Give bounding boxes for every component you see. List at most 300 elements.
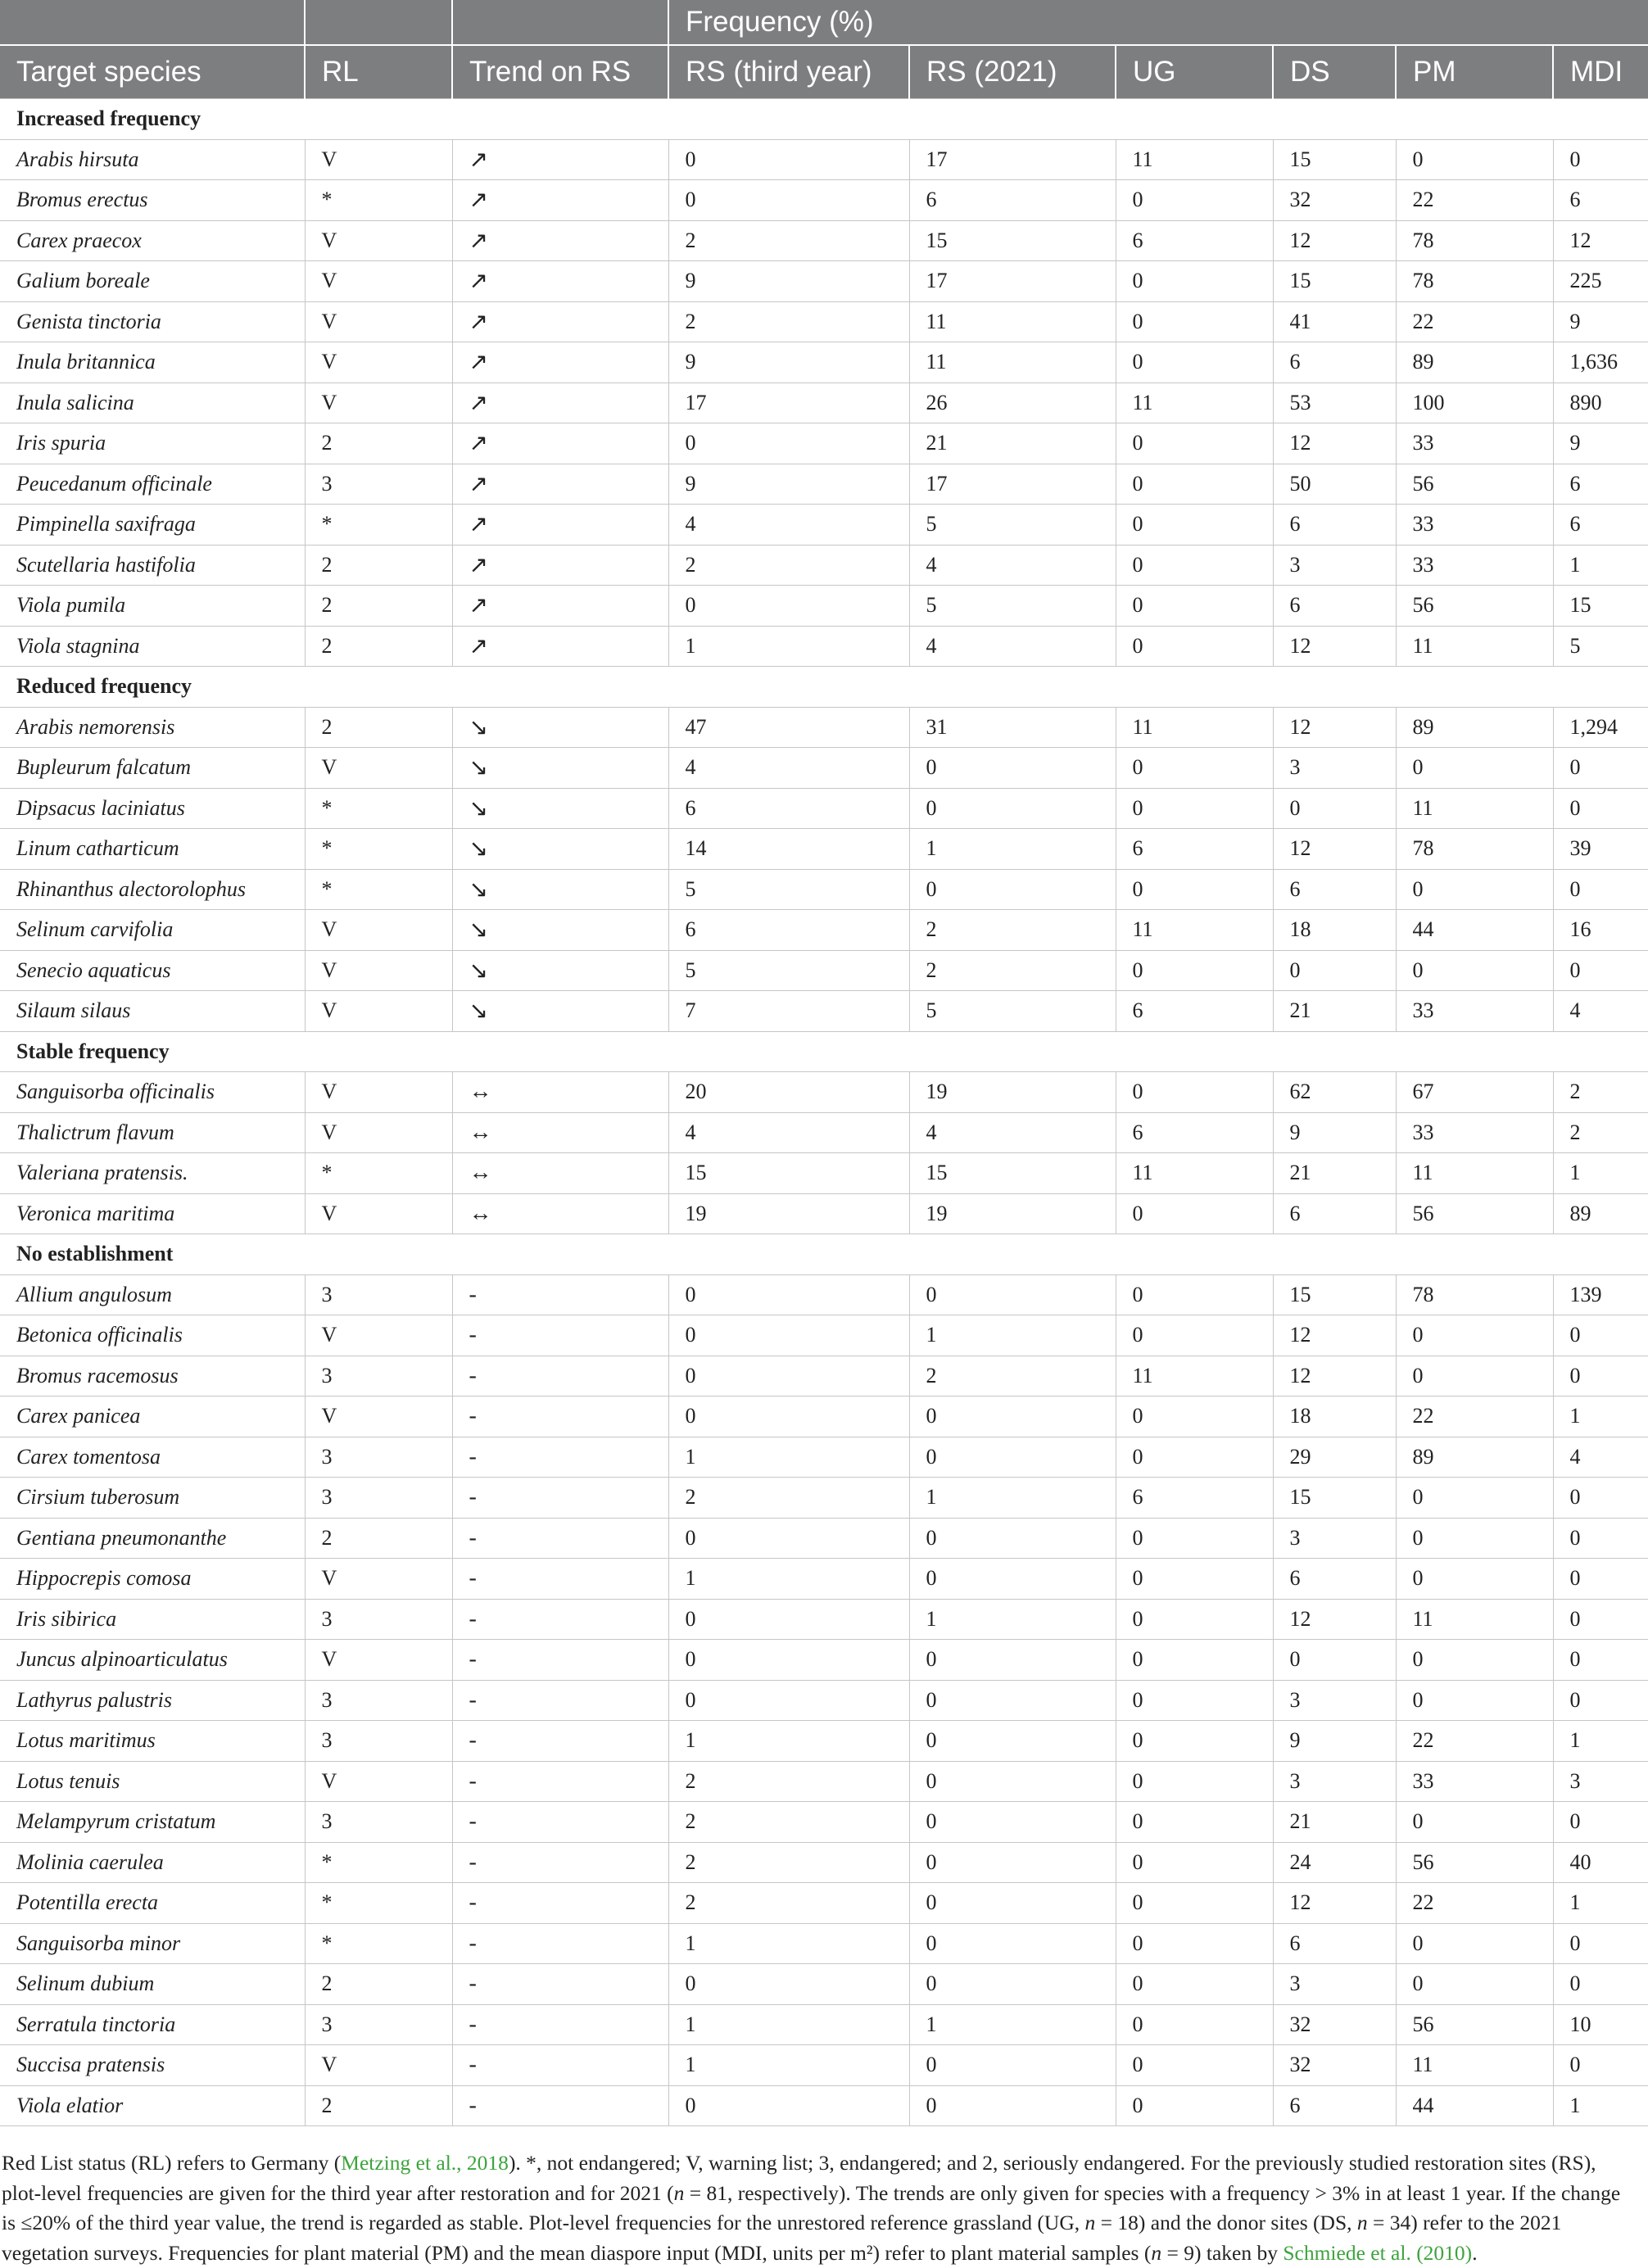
trend-cell: ↗ [452,180,668,221]
trend-cell: ↘ [452,829,668,870]
value-cell: 9 [668,342,909,383]
trend-cell: - [452,1437,668,1478]
value-cell: 2 [305,707,452,748]
value-cell: 0 [668,1680,909,1721]
value-cell: 6 [1273,869,1396,910]
value-cell: * [305,788,452,829]
table-row [0,586,1648,627]
value-cell: * [305,180,452,221]
value-cell: 0 [1553,788,1648,829]
value-cell: 22 [1396,301,1553,342]
table-row [0,1599,1648,1640]
value-cell: 0 [668,1397,909,1437]
value-cell: 11 [1396,2045,1553,2086]
trend-cell: - [452,1680,668,1721]
value-cell: 0 [668,1599,909,1640]
trend-cell: ↗ [452,586,668,627]
value-cell: 15 [1273,1274,1396,1315]
value-cell: 4 [909,1112,1116,1153]
species-name-cell: Genista tinctoria [0,301,305,342]
value-cell: 0 [1116,748,1273,789]
value-cell: 0 [1116,2085,1273,2126]
value-cell: 0 [1116,1761,1273,1802]
trend-cell: - [452,1842,668,1883]
value-cell: 0 [1553,1315,1648,1356]
value-cell: 16 [1553,910,1648,951]
value-cell: 0 [909,1923,1116,1964]
value-cell: 26 [909,383,1116,423]
value-cell: 1 [668,2045,909,2086]
species-name-cell: Carex praecox [0,220,305,261]
value-cell: 1 [668,626,909,667]
value-cell: 0 [1396,1315,1553,1356]
value-cell: 11 [1396,626,1553,667]
trend-cell: - [452,1478,668,1519]
value-cell: 0 [1116,1437,1273,1478]
value-cell: 12 [1553,220,1648,261]
trend-cell: - [452,1761,668,1802]
value-cell: 67 [1396,1072,1553,1113]
value-cell: 15 [1273,1478,1396,1519]
species-name-cell: Senecio aquaticus [0,950,305,991]
value-cell: 1 [909,1599,1116,1640]
value-cell: 0 [909,1680,1116,1721]
value-cell: 15 [1273,261,1396,302]
value-cell: 0 [668,139,909,180]
value-cell: 21 [909,423,1116,464]
value-cell: 2 [1553,1072,1648,1113]
species-name-cell: Inula britannica [0,342,305,383]
group-label: Increased frequency [0,99,1648,140]
table-row [0,748,1648,789]
value-cell: 6 [1273,342,1396,383]
value-cell: 0 [1396,950,1553,991]
table-row [0,829,1648,870]
value-cell: 0 [668,180,909,221]
value-cell: 0 [1116,626,1273,667]
value-cell: 2 [668,1842,909,1883]
footnote-line-4: vegetation surveys. Frequencies for plant material (PM) and the mean diaspore input (MDI, units per m²) refer to plant material samples (n = 9) taken by Schmiede et al. (2010). [2,2239,1628,2268]
trend-cell: ↘ [452,991,668,1032]
footnote-line-3: is ≤20% of the third year value, the trend is regarded as stable. Plot-level frequencies for the unrestored reference grassland (UG, n = 18) and the donor sites (DS, n = 34) refer to the 2021 [2,2208,1628,2239]
value-cell: 3 [305,1274,452,1315]
trend-cell: ↗ [452,383,668,423]
value-cell: 0 [1116,1802,1273,1843]
table-footnote [0,2148,1628,2268]
value-cell: 1 [668,1437,909,1478]
value-cell: 11 [909,301,1116,342]
table-row [0,1356,1648,1397]
species-name-cell: Bromus erectus [0,180,305,221]
value-cell: 9 [1553,301,1648,342]
table-row [0,1478,1648,1519]
value-cell: 2 [305,2085,452,2126]
table-row [0,220,1648,261]
value-cell: 24 [1273,1842,1396,1883]
value-cell: 5 [668,869,909,910]
trend-cell: - [452,1315,668,1356]
value-cell: 0 [1116,505,1273,545]
value-cell: 1 [909,1315,1116,1356]
value-cell: 2 [909,910,1116,951]
value-cell: 0 [1116,1883,1273,1924]
value-cell: 41 [1273,301,1396,342]
value-cell: * [305,1883,452,1924]
value-cell: 6 [1116,1478,1273,1519]
value-cell: 14 [668,829,909,870]
value-cell: 0 [1116,180,1273,221]
value-cell: 0 [1116,1721,1273,1762]
table-row [0,1640,1648,1681]
trend-cell: - [452,1923,668,1964]
trend-cell: ↗ [452,423,668,464]
table-row [0,626,1648,667]
value-cell: 11 [1116,910,1273,951]
column-header: PM [1396,45,1553,99]
value-cell: 1 [909,2004,1116,2045]
species-name-cell: Arabis hirsuta [0,139,305,180]
value-cell: 0 [1116,869,1273,910]
value-cell: 225 [1553,261,1648,302]
group-row [0,1031,1648,1072]
value-cell: 20 [668,1072,909,1113]
species-name-cell: Sanguisorba minor [0,1923,305,1964]
value-cell: 12 [1273,626,1396,667]
value-cell: 0 [909,1883,1116,1924]
value-cell: 44 [1396,2085,1553,2126]
value-cell: 56 [1396,2004,1553,2045]
value-cell: 5 [909,991,1116,1032]
value-cell: 31 [909,707,1116,748]
value-cell: 15 [1273,139,1396,180]
table-row [0,1397,1648,1437]
value-cell: 9 [668,261,909,302]
value-cell: 0 [1116,342,1273,383]
trend-cell: ↘ [452,788,668,829]
table-row [0,1964,1648,2005]
value-cell: 17 [909,464,1116,505]
value-cell: 11 [1396,1153,1553,1194]
value-cell: 3 [1273,1964,1396,2005]
value-cell: 0 [1116,2045,1273,2086]
trend-cell: ↗ [452,505,668,545]
value-cell: 1 [1553,2085,1648,2126]
table-row [0,1761,1648,1802]
species-name-cell: Linum catharticum [0,829,305,870]
value-cell: 0 [1396,869,1553,910]
value-cell: 12 [1273,829,1396,870]
species-name-cell: Serratula tinctoria [0,2004,305,2045]
species-name-cell: Veronica maritima [0,1193,305,1234]
value-cell: 6 [1273,505,1396,545]
value-cell: 4 [668,505,909,545]
value-cell: 6 [1553,505,1648,545]
value-cell: V [305,261,452,302]
trend-cell: ↘ [452,707,668,748]
value-cell: 5 [909,505,1116,545]
value-cell: 15 [909,220,1116,261]
value-cell: V [305,1397,452,1437]
citation-link-metzing[interactable]: Metzing et al., 2018 [341,2151,509,2175]
group-label: No establishment [0,1234,1648,1275]
value-cell: 56 [1396,1842,1553,1883]
value-cell: 0 [909,1640,1116,1681]
value-cell: 0 [1553,1478,1648,1519]
value-cell: 6 [1553,180,1648,221]
value-cell: 0 [909,1397,1116,1437]
species-name-cell: Arabis nemorensis [0,707,305,748]
value-cell: 4 [668,1112,909,1153]
value-cell: 1 [909,1478,1116,1519]
value-cell: 0 [1116,301,1273,342]
table-row [0,545,1648,586]
table-row [0,1559,1648,1600]
value-cell: 5 [909,586,1116,627]
column-header: UG [1116,45,1273,99]
trend-cell: - [452,2085,668,2126]
table-row [0,1842,1648,1883]
value-cell: 3 [305,1478,452,1519]
value-cell: 2 [305,1964,452,2005]
table-row [0,1153,1648,1194]
species-name-cell: Carex panicea [0,1397,305,1437]
species-name-cell: Viola elatior [0,2085,305,2126]
value-cell: 17 [668,383,909,423]
value-cell: 0 [1553,139,1648,180]
value-cell: 15 [1553,586,1648,627]
value-cell: 6 [1273,1193,1396,1234]
value-cell: V [305,1640,452,1681]
table-row [0,505,1648,545]
value-cell: 22 [1396,1397,1553,1437]
value-cell: 12 [1273,220,1396,261]
value-cell: 19 [668,1193,909,1234]
trend-cell: ↗ [452,626,668,667]
group-label: Reduced frequency [0,667,1648,708]
value-cell: 12 [1273,707,1396,748]
value-cell: 11 [909,342,1116,383]
value-cell: 0 [909,1842,1116,1883]
value-cell: * [305,1923,452,1964]
value-cell: 3 [1553,1761,1648,1802]
value-cell: V [305,910,452,951]
column-header-row [0,45,1648,99]
table-row [0,788,1648,829]
value-cell: 2 [305,423,452,464]
value-cell: V [305,950,452,991]
value-cell: 6 [1116,1112,1273,1153]
trend-cell: ↔ [452,1072,668,1113]
value-cell: 2 [668,301,909,342]
value-cell: 0 [1116,1640,1273,1681]
value-cell: 89 [1396,1437,1553,1478]
value-cell: 11 [1116,1356,1273,1397]
value-cell: 89 [1553,1193,1648,1234]
species-name-cell: Peucedanum officinale [0,464,305,505]
trend-cell: ↗ [452,464,668,505]
species-name-cell: Succisa pratensis [0,2045,305,2086]
value-cell: 21 [1273,1802,1396,1843]
value-cell: 0 [1553,748,1648,789]
value-cell: 5 [1553,626,1648,667]
trend-cell: - [452,1640,668,1681]
value-cell: 33 [1396,1112,1553,1153]
table-row [0,180,1648,221]
value-cell: 4 [1553,991,1648,1032]
value-cell: 53 [1273,383,1396,423]
value-cell: 0 [1396,139,1553,180]
value-cell: 0 [668,1315,909,1356]
species-name-cell: Viola stagnina [0,626,305,667]
trend-cell: ↘ [452,910,668,951]
value-cell: 0 [668,1964,909,2005]
value-cell: 2 [305,626,452,667]
trend-cell: - [452,1356,668,1397]
value-cell: 0 [1553,1356,1648,1397]
species-name-cell: Iris sibirica [0,1599,305,1640]
value-cell: 18 [1273,910,1396,951]
value-cell: 56 [1396,1193,1553,1234]
table-row [0,1072,1648,1113]
value-cell: V [305,2045,452,2086]
trend-cell: - [452,1721,668,1762]
trend-cell: - [452,2004,668,2045]
trend-cell: - [452,1802,668,1843]
value-cell: 2 [668,1802,909,1843]
group-row [0,667,1648,708]
species-name-cell: Valeriana pratensis. [0,1153,305,1194]
species-name-cell: Viola pumila [0,586,305,627]
value-cell: 0 [1553,1640,1648,1681]
value-cell: 6 [668,910,909,951]
value-cell: 0 [909,1964,1116,2005]
value-cell: 4 [909,545,1116,586]
column-header: RS (third year) [668,45,909,99]
value-cell: 12 [1273,1599,1396,1640]
value-cell: 2 [305,545,452,586]
value-cell: 0 [909,2045,1116,2086]
trend-cell: ↗ [452,220,668,261]
value-cell: 2 [668,1478,909,1519]
value-cell: 62 [1273,1072,1396,1113]
value-cell: 0 [909,1802,1116,1843]
header-frequency-group: Frequency (%) [668,0,1648,45]
value-cell: 47 [668,707,909,748]
value-cell: 33 [1396,991,1553,1032]
value-cell: 33 [1396,545,1553,586]
value-cell: 9 [1273,1721,1396,1762]
value-cell: 5 [668,950,909,991]
value-cell: * [305,829,452,870]
value-cell: V [305,342,452,383]
value-cell: 0 [1116,950,1273,991]
value-cell: 50 [1273,464,1396,505]
trend-cell: - [452,2045,668,2086]
table-row [0,464,1648,505]
table-row [0,2085,1648,2126]
value-cell: 6 [1553,464,1648,505]
value-cell: 17 [909,261,1116,302]
species-name-cell: Juncus alpinoarticulatus [0,1640,305,1681]
value-cell: V [305,748,452,789]
value-cell: 0 [1553,1599,1648,1640]
value-cell: 0 [1116,586,1273,627]
value-cell: 0 [1116,1599,1273,1640]
value-cell: 2 [305,1518,452,1559]
value-cell: 6 [1273,586,1396,627]
value-cell: 0 [1396,1559,1553,1600]
value-cell: 6 [1273,1559,1396,1600]
value-cell: 1 [668,1559,909,1600]
header-empty-1 [0,0,305,45]
species-name-cell: Scutellaria hastifolia [0,545,305,586]
table-row [0,383,1648,423]
value-cell: 890 [1553,383,1648,423]
value-cell: 6 [909,180,1116,221]
value-cell: 1 [909,829,1116,870]
species-name-cell: Lathyrus palustris [0,1680,305,1721]
value-cell: 11 [1116,707,1273,748]
value-cell: 0 [1116,423,1273,464]
footnote-line-1: Red List status (RL) refers to Germany (Metzing et al., 2018). *, not endangered; V, warning list; 3, endangered; and 2, seriously endangered. For the previously studied restoration sites (RS), [2,2148,1628,2179]
value-cell: 21 [1273,1153,1396,1194]
value-cell: 17 [909,139,1116,180]
value-cell: 44 [1396,910,1553,951]
table-row [0,1883,1648,1924]
table-row [0,869,1648,910]
value-cell: 6 [668,788,909,829]
group-row [0,99,1648,140]
table-row [0,1802,1648,1843]
value-cell: 0 [1116,1559,1273,1600]
value-cell: 1 [1553,1721,1648,1762]
value-cell: 0 [1116,261,1273,302]
value-cell: 33 [1396,505,1553,545]
value-cell: 21 [1273,991,1396,1032]
table-row [0,1112,1648,1153]
table-row [0,1193,1648,1234]
value-cell: 0 [909,2085,1116,2126]
value-cell: 32 [1273,180,1396,221]
value-cell: V [305,220,452,261]
value-cell: 78 [1396,220,1553,261]
value-cell: 1 [668,1721,909,1762]
trend-cell: - [452,1518,668,1559]
group-row [0,1234,1648,1275]
value-cell: 2 [668,1883,909,1924]
table-row [0,950,1648,991]
citation-link-schmiede[interactable]: Schmiede et al. (2010) [1283,2241,1472,2265]
value-cell: 0 [1553,869,1648,910]
value-cell: 78 [1396,829,1553,870]
value-cell: 33 [1396,1761,1553,1802]
table-row [0,991,1648,1032]
value-cell: 0 [668,1518,909,1559]
value-cell: 3 [305,1680,452,1721]
species-name-cell: Rhinanthus alectorolophus [0,869,305,910]
trend-cell: - [452,1599,668,1640]
value-cell: 0 [1116,1842,1273,1883]
value-cell: 0 [1553,1559,1648,1600]
value-cell: 9 [1553,423,1648,464]
column-header: MDI [1553,45,1648,99]
trend-cell: ↘ [452,950,668,991]
value-cell: 3 [1273,1680,1396,1721]
value-cell: 4 [1553,1437,1648,1478]
species-name-cell: Selinum dubium [0,1964,305,2005]
trend-cell: ↘ [452,748,668,789]
trend-cell: - [452,1559,668,1600]
